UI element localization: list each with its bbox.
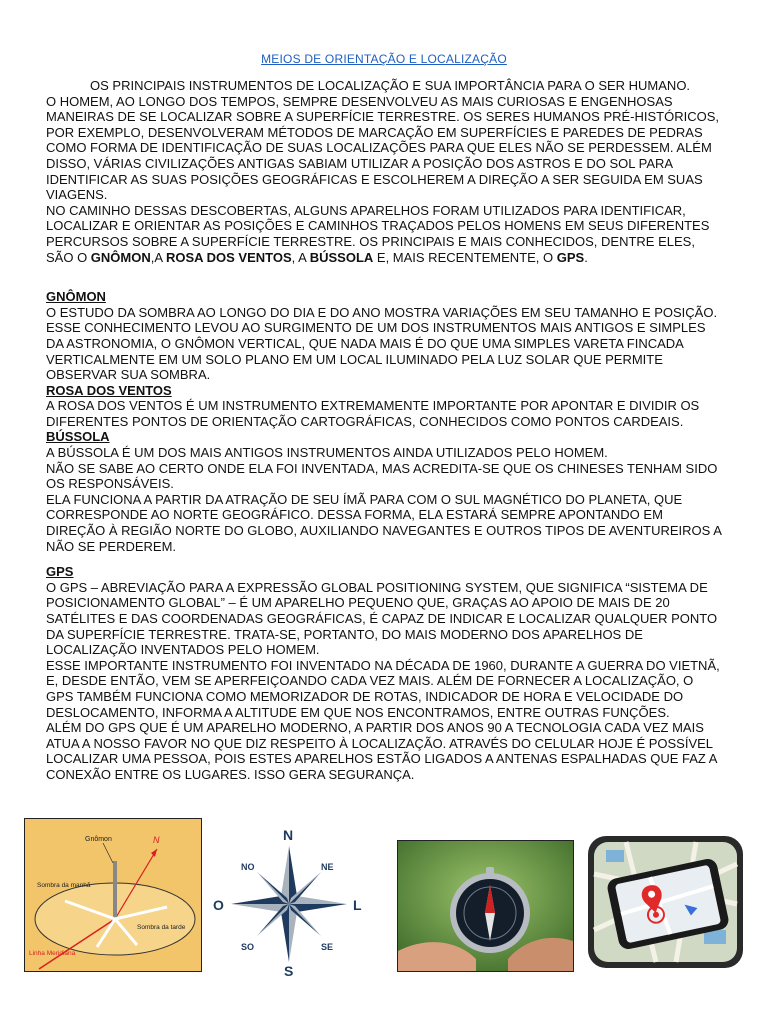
bussola-text-2: NÃO SE SABE AO CERTO ONDE ELA FOI INVENTADA, MAS ACREDITA-SE QUE OS CHINESES TENHAM SIDO OS RESPONSÁVEIS. <box>46 460 718 492</box>
section-heading-bussola: BÚSSOLA <box>46 429 110 445</box>
term-bussola: BÚSSOLA <box>309 249 374 265</box>
intro-paragraph-2 <box>46 203 722 265</box>
intro-text: NO CAMINHO DESSAS DESCOBERTAS, ALGUNS APARELHOS FORAM UTILIZADOS PARA IDENTIFICAR, LOCALIZAR E ORIENTAR AS POSIÇÕES E CAMINHOS TRAÇADOS PELOS HOMENS EM SEUS DIFERENTES PERCURSOS SOBRE A SUPERFÍCIE TERRESTRE. OS PRINCIPAIS E MAIS CONHECIDOS, DENTRE ELES, SÃO O <box>46 202 710 265</box>
gnomon-diagram <box>24 818 202 972</box>
section-heading-gps: GPS <box>46 564 74 580</box>
intro-text: ,A <box>150 249 166 265</box>
intro-lead: OS PRINCIPAIS INSTRUMENTOS DE LOCALIZAÇÃO E SUA IMPORTÂNCIA PARA O SER HUMANO. <box>90 78 691 93</box>
gps-text-3: ALÉM DO GPS QUE É UM APARELHO MODERNO, A PARTIR DOS ANOS 90 A TECNOLOGIA CADA VEZ MAIS ATUA A NOSSO FAVOR NO QUE DIZ RESPEITO À LOCALIZAÇÃO. ATRAVÉS DO CELULAR HOJE É POSSÍVEL LOCALIZAR UMA PESSOA, POIS ESTES APARELHOS ESTÃO LIGADOS A ANTENAS ESPALHADAS QUE FAZ A CONEXÃO ENTRE OS LUGARES. ISSO GERA SEGURANÇA. <box>46 720 717 782</box>
section-heading-rosa: ROSA DOS VENTOS <box>46 382 172 398</box>
gnomon-label: Gnômon <box>85 836 112 843</box>
term-gps: GPS <box>556 249 585 265</box>
compass-photo <box>397 840 574 972</box>
bussola-text-3: ELA FUNCIONA A PARTIR DA ATRAÇÃO DE SEU ÍMÃ PARA COM O SUL MAGNÉTICO DO PLANETA, QUE CORRESPONDE AO NORTE GEOGRÁFICO. DESSA FORMA, ELA ESTARÁ SEMPRE APONTANDO EM DIREÇÃO À REGIÃO NORTE DO GLOBO, AUXILIANDO NAVEGANTES E OUTROS TIPOS DE AVENTUREIROS A NÃO SE PERDEREM. <box>46 491 722 554</box>
rose-no: NO <box>241 862 255 872</box>
rose-se: SE <box>321 942 334 952</box>
gnomon-text: O ESTUDO DA SOMBRA AO LONGO DO DIA E DO ANO MOSTRA VARIAÇÕES EM SEU TAMANHO E POSIÇÃO. ESSE CONHECIMENTO LEVOU AO SURGIMENTO DE UM DOS INSTRUMENTOS MAIS ANTIGOS E SIMPLES DA ASTRONOMIA, O GNÔMON VERTICAL, QUE NADA MAIS É DO QUE UMA SIMPLES VARETA FINCADA VERTICALMENTE EM UM SOLO PLANO EM UM LOCAL ILUMINADO PELA LUZ SOLAR QUE PERMITE OBSERVAR SUA SOMBRA. <box>46 304 718 383</box>
section-heading-gnomon: GNÔMON <box>46 289 106 305</box>
rose-l: L <box>353 897 362 913</box>
rose-so: SO <box>241 942 255 952</box>
intro-text: , A <box>291 249 310 265</box>
gps-text-1: O GPS – ABREVIAÇÃO PARA A EXPRESSÃO GLOBAL POSITIONING SYSTEM, QUE SIGNIFICA “SISTEMA DE POSICIONAMENTO GLOBAL” – É UM APARELHO PEQUENO QUE, GRAÇAS AO APOIO DE MAIS DE 20 SATÉLITES E DAS COORDENADAS GEOGRÁFICAS, É CAPAZ DE INDICAR E LOCALIZAR QUALQUER PONTO DA SUPERFÍCIE TERRESTRE. TRATA-SE, PORTANTO, DO MAIS MODERNO DOS APARELHOS DE LOCALIZAÇÃO INVENTADOS PELO HOMEM. <box>46 579 718 658</box>
page-title: MEIOS DE ORIENTAÇÃO E LOCALIZAÇÃO <box>261 52 507 66</box>
intro-text: . <box>584 249 588 265</box>
intro-paragraph-1: O HOMEM, AO LONGO DOS TEMPOS, SEMPRE DESENVOLVEU AS MAIS CURIOSAS E ENGENHOSAS MANEIRAS DE SE LOCALIZAR SOBRE A SUPERFÍCIE TERRESTRE. OS SERES HUMANOS PRÉ-HISTÓRICOS, POR EXEMPLO, DESENVOLVERAM MÉTODOS DE MARCAÇÃO EM SUPERFÍCIES E PAREDES DE PEDRAS COMO FORMA DE IDENTIFICAÇÃO DE SUAS LOCALIZAÇÕES PARA QUE ELES NÃO SE PERDESSEM. ALÉM DISSO, VÁRIAS CIVILIZAÇÕES ANTIGAS SABIAM UTILIZAR A POSIÇÃO DOS ASTROS E DO SOL PARA IDENTIFICAR AS SUAS POSIÇÕES GEOGRÁFICAS E ESCOLHEREM A DIREÇÃO A SER SEGUIDA EM SUAS VIAGENS. <box>46 93 720 203</box>
afternoon-shadow-label: Sombra da tarde <box>137 924 186 931</box>
rosa-text: A ROSA DOS VENTOS É UM INSTRUMENTO EXTREMAMENTE IMPORTANTE POR APONTAR E DIVIDIR OS DIFERENTES PONTOS DE ORIENTAÇÃO CARTOGRÁFICAS, CONHECIDOS COMO PONTOS CARDEAIS. <box>46 398 700 429</box>
bussola-text-1: A BÚSSOLA É UM DOS MAIS ANTIGOS INSTRUMENTOS AINDA UTILIZADOS PELO HOMEM. <box>46 445 608 461</box>
gps-phone-illustration <box>586 834 745 970</box>
illustration-row <box>24 816 744 976</box>
document-body <box>46 78 722 783</box>
rose-o: O <box>213 897 224 913</box>
meridian-label: Linha Meridiana <box>29 950 76 957</box>
rose-ne: NE <box>321 862 334 872</box>
north-label: N <box>153 835 160 845</box>
gps-text-2: ESSE IMPORTANTE INSTRUMENTO FOI INVENTADO NA DÉCADA DE 1960, DURANTE A GUERRA DO VIETNÃ, E, DESDE ENTÃO, VEM SE APERFEIÇOANDO CADA VEZ MAIS. ALÉM DE FORNECER A LOCALIZAÇÃO, O GPS TAMBÉM FUNCIONA COMO MEMORIZADOR DE ROTAS, INDICADOR DE HORA E VELOCIDADE DO DESLOCAMENTO, INFORMA A ALTITUDE EM QUE NOS ENCONTRAMOS, ENTRE OUTRAS FUNÇÕES. <box>46 657 720 720</box>
intro-text: E, MAIS RECENTEMENTE, O <box>373 249 557 265</box>
rose-s: S <box>284 963 294 978</box>
morning-shadow-label: Sombra da manhã <box>37 882 91 889</box>
compass-rose-diagram <box>211 826 367 978</box>
rose-n: N <box>283 827 294 843</box>
term-rosa: ROSA DOS VENTOS <box>165 249 292 265</box>
term-gnomon: GNÔMON <box>90 249 151 265</box>
